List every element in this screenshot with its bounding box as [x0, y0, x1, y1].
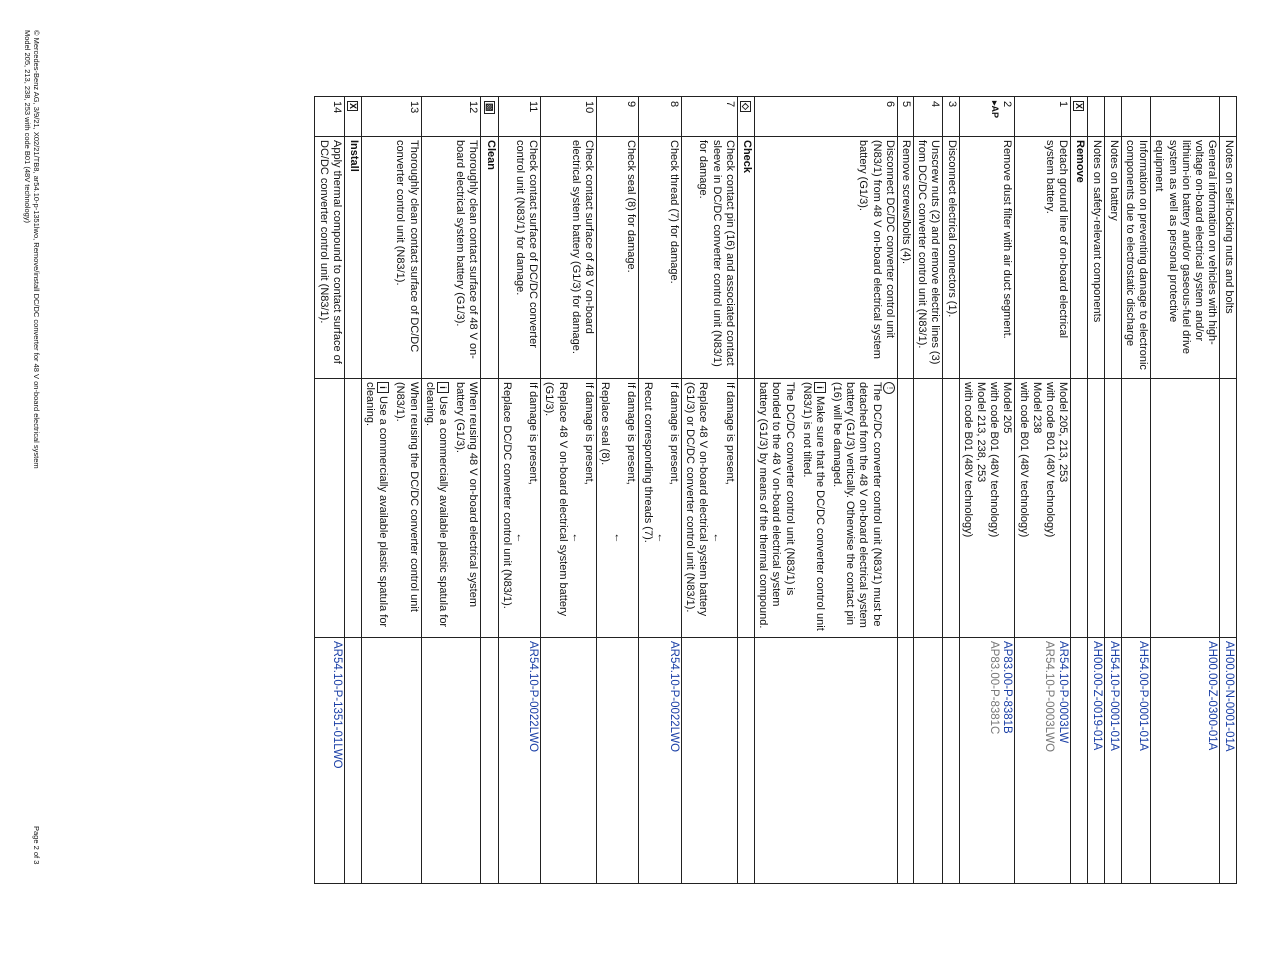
section-note-cell — [481, 379, 498, 638]
note-text: If damage is present, — [668, 382, 681, 485]
note-line — [582, 382, 595, 634]
reference-cell — [361, 638, 421, 884]
note-line — [640, 382, 653, 634]
footer-copyright — [23, 30, 41, 469]
section-row — [1071, 97, 1088, 884]
step-action: General information on vehicles with high-voltage on-board electrical system and/or lithium-ion battery and/or gaseous-fuel drive system as well as personal protective equipment — [1151, 137, 1220, 379]
note-line — [598, 382, 611, 634]
table-row — [943, 97, 959, 884]
step-action: Notes on battery — [1105, 137, 1122, 379]
section-clean-icon: ▧ — [484, 103, 495, 112]
note-line — [756, 382, 796, 634]
table-row — [315, 97, 344, 884]
section-install-icon: X — [347, 103, 358, 110]
note-text: Use a commercially available plastic spatula for cleaning. — [364, 382, 390, 628]
step-number — [959, 97, 1015, 137]
reference-cell — [639, 638, 682, 884]
reference-cell — [959, 638, 1015, 884]
reference-link[interactable]: AH54.10-P-0001-01A — [1107, 641, 1120, 751]
step-action: Check thread (7) for damage. — [639, 137, 682, 379]
note-text: Model 205, 213, 253 — [1057, 382, 1070, 483]
note-text: Replace seal (8). — [599, 382, 612, 466]
reference-cell — [1105, 638, 1122, 884]
table-row — [959, 97, 1015, 884]
step-number — [1121, 97, 1150, 137]
step-number — [315, 97, 344, 137]
note-text: with code B01 (48V technology) — [988, 382, 1001, 538]
step-note — [897, 379, 913, 638]
section-heading: Check — [737, 137, 754, 379]
reference-link[interactable]: AH00.00-Z-0300-01A — [1206, 641, 1219, 751]
section-ref-cell — [481, 638, 498, 884]
footer-line-1: © Mercedes-Benz AG, 3/9/21, X02/21/TB8, ar54.10-p-1351lwo, Remove/install DC/DC converter for 48 V on-board electrical system — [32, 30, 41, 469]
table-row — [1015, 97, 1071, 884]
note-line — [453, 382, 479, 634]
reference-cell — [596, 638, 639, 884]
note-text: ← — [710, 532, 723, 544]
step-action: Detach ground line of on-board electrical system battery. — [1015, 137, 1071, 379]
note-line — [500, 382, 513, 634]
reference-cell — [315, 638, 344, 884]
reference-cell — [682, 638, 738, 884]
reference-cell — [1151, 638, 1220, 884]
step-number-text: 12 — [467, 101, 480, 114]
step-number-text: 8 — [668, 101, 681, 108]
step-number — [1220, 97, 1237, 137]
arrow-icon — [654, 382, 667, 634]
note-text: When reusing 48 V on-board electrical system battery (G1/3). — [454, 382, 480, 607]
step-note — [754, 379, 897, 638]
note-line — [1030, 382, 1043, 634]
step-note — [959, 379, 1015, 638]
step-number-text: 5 — [900, 101, 913, 108]
table-row — [1105, 97, 1122, 884]
note-line — [667, 382, 680, 634]
table-row — [682, 97, 738, 884]
step-action: Remove dust filter with air duct segment. — [959, 137, 1015, 379]
note-line — [423, 382, 449, 634]
step-number-text: 13 — [407, 101, 420, 114]
note-text: The DC/DC converter control unit (N83/1) is bonded to the 48 V on-board electrical system battery (G1/3) by means of the thermal compound. — [757, 382, 796, 629]
step-number-text: 7 — [723, 101, 736, 108]
step-number — [1015, 97, 1071, 137]
step-action: Disconnect electrical connectors (1). — [943, 137, 959, 379]
note-text: Recut corresponding threads (7). — [641, 382, 654, 543]
section-row — [344, 97, 361, 884]
section-row — [737, 97, 754, 884]
step-number-text: 11 — [527, 101, 540, 113]
note-text: with code B01 (48V technology) — [1017, 382, 1030, 538]
reference-link[interactable]: AR54.10-P-0022LWO — [527, 641, 540, 753]
step-note — [1088, 379, 1105, 638]
reference-cell — [914, 638, 943, 884]
table-row — [754, 97, 897, 884]
table-row — [914, 97, 943, 884]
reference-link[interactable]: AR54.10-P-0003LW — [1057, 641, 1070, 744]
note-text: If damage is present, — [625, 382, 638, 485]
note-line — [961, 382, 974, 634]
step-number-text: 9 — [625, 101, 638, 108]
section-icon-cell — [344, 97, 361, 137]
warning-icon: ! — [883, 382, 895, 394]
reference-cell — [541, 638, 597, 884]
step-note — [639, 379, 682, 638]
step-number-text: 2 — [1001, 101, 1014, 108]
reference-link[interactable]: AR54.10-P-0022LWO — [668, 641, 681, 753]
note-line — [393, 382, 419, 634]
step-number — [361, 97, 421, 137]
step-note — [1121, 379, 1150, 638]
step-number — [639, 97, 682, 137]
step-number — [1151, 97, 1220, 137]
note-line — [987, 382, 1000, 634]
step-action: Apply thermal compound to contact surface of DC/DC converter control unit (N83/1). — [315, 137, 344, 379]
step-note — [498, 379, 541, 638]
step-action: Thoroughly clean contact surface of DC/DC converter control unit (N83/1). — [361, 137, 421, 379]
step-number-text: 6 — [883, 101, 896, 108]
step-number — [421, 97, 481, 137]
warning-marker — [883, 382, 896, 634]
note-text: When reusing the DC/DC converter control unit (N83/1). — [394, 382, 420, 612]
step-number — [682, 97, 738, 137]
step-action: Disconnect DC/DC converter control unit (N83/1) from 48 V on-board electrical system battery (G1/3). — [754, 137, 897, 379]
section-row — [481, 97, 498, 884]
note-text: with code B01 (48V technology) — [1043, 382, 1056, 538]
reference-cell — [1220, 638, 1237, 884]
step-action: Notes on safety-relevant components — [1088, 137, 1105, 379]
step-number — [1088, 97, 1105, 137]
section-remove-icon: X — [1074, 103, 1085, 110]
note-line — [542, 382, 568, 634]
note-text: ← — [569, 532, 582, 544]
reference-cell — [754, 638, 897, 884]
note-line — [683, 382, 709, 634]
note-line — [1000, 382, 1013, 634]
section-heading: Install — [344, 137, 361, 379]
note-line — [974, 382, 987, 634]
note-line — [723, 382, 736, 634]
note-text: Use a commercially available plastic spatula for cleaning. — [423, 382, 450, 628]
info-icon: i — [814, 382, 826, 393]
step-note — [1015, 379, 1071, 638]
step-action: Unscrew nuts (2) and remove electric lines (3) from DC/DC converter control unit (N83/1). — [914, 137, 943, 379]
step-note — [914, 379, 943, 638]
note-line — [1056, 382, 1069, 634]
reference-link[interactable]: AH00.00-N-0001-01A — [1223, 641, 1235, 752]
arrow-icon — [709, 382, 722, 634]
table-row — [1151, 97, 1220, 884]
step-action: Thoroughly clean contact surface of 48 V on-board electrical system battery (G1/3). — [421, 137, 481, 379]
footer-line-2: Model 205, 213, 238, 253 with code B01 (48V technology) — [23, 30, 32, 224]
table-row — [361, 97, 421, 884]
note-text: Model 205 — [1001, 382, 1014, 434]
step-note — [596, 379, 639, 638]
note-text: Replace 48 V on-board electrical system battery (G1/3). — [543, 382, 569, 617]
reference-cell — [1015, 638, 1071, 884]
step-number — [596, 97, 639, 137]
reference-cell — [421, 638, 481, 884]
section-heading: Clean — [481, 137, 498, 379]
note-line — [624, 382, 637, 634]
step-action: Notes on self-locking nuts and bolts — [1220, 137, 1237, 379]
section-note-cell — [737, 379, 754, 638]
step-note — [315, 379, 344, 638]
step-number — [914, 97, 943, 137]
step-number — [1105, 97, 1122, 137]
step-number — [897, 97, 913, 137]
note-text: ← — [513, 532, 526, 544]
step-number — [754, 97, 897, 137]
table-row — [1088, 97, 1105, 884]
step-number — [943, 97, 959, 137]
step-number-text: 3 — [945, 101, 958, 108]
note-line — [830, 382, 883, 634]
note-text: Replace DC/DC converter control unit (N83/1). — [500, 382, 513, 609]
note-text: Make sure that the DC/DC converter control unit (N83/1) is not tilted. — [800, 382, 826, 631]
note-line — [1016, 382, 1029, 634]
note-text: If damage is present, — [527, 382, 540, 485]
step-number-text: 10 — [582, 101, 595, 114]
arrow-icon — [569, 382, 582, 634]
table-row — [421, 97, 481, 884]
section-icon-cell — [737, 97, 754, 137]
reference-link[interactable]: AP83.00-P-8381B — [1001, 641, 1014, 734]
note-text: If damage is present, — [582, 382, 595, 485]
step-action: Check seal (8) for damage. — [596, 137, 639, 379]
reference-cell — [943, 638, 959, 884]
step-note — [1105, 379, 1122, 638]
table-row — [498, 97, 541, 884]
step-action: Check contact pin (16) and associated contact sleeve in DC/DC converter control unit (N83/1) for damage. — [682, 137, 738, 379]
section-check-icon: ◇ — [740, 103, 751, 110]
step-note — [682, 379, 738, 638]
reference-link[interactable]: AR54.10-P-1351-01LWO — [330, 641, 343, 769]
section-note-cell — [1071, 379, 1088, 638]
section-ref-cell — [737, 638, 754, 884]
step-action: Check contact surface of DC/DC converter control unit (N83/1) for damage. — [498, 137, 541, 379]
table-row — [639, 97, 682, 884]
tool-ap-icon: ▸AP — [990, 101, 1001, 119]
note-text: ← — [654, 532, 667, 544]
note-text: If damage is present, — [723, 382, 736, 485]
arrow-icon — [513, 382, 526, 634]
note-text: ← — [612, 532, 625, 544]
step-number — [498, 97, 541, 137]
step-note — [541, 379, 597, 638]
section-ref-cell — [1071, 638, 1088, 884]
note-text: Model 238 — [1030, 382, 1043, 434]
step-number-text: 14 — [330, 101, 343, 114]
note-text: Replace 48 V on-board electrical system battery (G1/3) or DC/DC converter control unit (N83/1). — [684, 382, 710, 617]
step-action: Remove screws/bolts (4). — [897, 137, 913, 379]
step-note — [361, 379, 421, 638]
step-note — [1151, 379, 1220, 638]
note-text: with code B01 (48V technology) — [961, 382, 974, 538]
section-note-cell — [344, 379, 361, 638]
table-row — [596, 97, 639, 884]
note-text: Model 213, 238, 253 — [974, 382, 987, 483]
note-line — [363, 382, 389, 634]
reference-link[interactable]: AR54.10-P-0003LWO — [1043, 641, 1056, 753]
step-note — [1220, 379, 1237, 638]
table-row — [541, 97, 597, 884]
step-number-text: 1 — [1057, 101, 1070, 108]
reference-cell — [897, 638, 913, 884]
reference-link[interactable]: AH54.00-P-0001-01A — [1137, 641, 1150, 751]
table-row — [1220, 97, 1237, 884]
section-icon-cell — [1071, 97, 1088, 137]
table-row — [1121, 97, 1150, 884]
reference-cell — [1088, 638, 1105, 884]
section-heading: Remove — [1071, 137, 1088, 379]
table-row — [897, 97, 913, 884]
arrow-icon — [611, 382, 624, 634]
note-text: The DC/DC converter control unit (N83/1) must be detached from the 48 V on-board electrical system battery (G1/3) vertically. Otherwise the contact pin (16) will be damaged. — [831, 382, 883, 628]
step-number-text: 4 — [929, 101, 942, 108]
reference-cell — [1121, 638, 1150, 884]
step-action: Information on preventing damage to electronic components due to electrostatic discharge — [1121, 137, 1150, 379]
step-number — [541, 97, 597, 137]
page-number: Page 2 of 3 — [32, 826, 41, 865]
note-line — [800, 382, 826, 634]
reference-link[interactable]: AP83.00-P-8381C — [987, 641, 1000, 735]
note-line — [526, 382, 539, 634]
info-icon: i — [437, 382, 449, 393]
procedure-table — [314, 96, 1237, 884]
reference-link[interactable]: AH00.00-Z-0019-01A — [1091, 641, 1104, 751]
step-action: Check contact surface of 48 V on-board electrical system battery (G1/3) for damage. — [541, 137, 597, 379]
step-note — [421, 379, 481, 638]
section-ref-cell — [344, 638, 361, 884]
step-note — [943, 379, 959, 638]
info-icon: i — [377, 382, 389, 393]
reference-cell — [498, 638, 541, 884]
note-line — [1043, 382, 1056, 634]
section-icon-cell — [481, 97, 498, 137]
